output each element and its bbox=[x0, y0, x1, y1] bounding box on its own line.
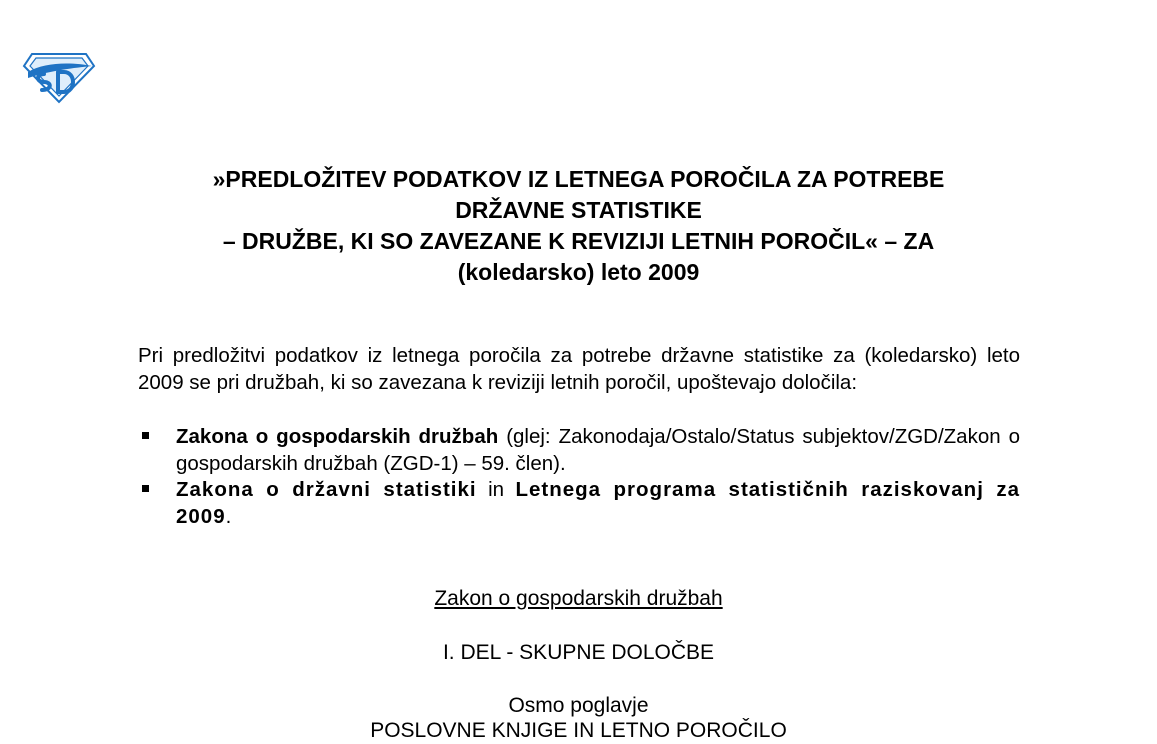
law-name-bold: Zakona o gospodarskih družbah bbox=[176, 425, 499, 448]
law-reference-text: (glej: Zakonodaja/Ostalo/Status subjektov/ZGD/Zakon o gospodarskih družbah (ZGD-1) – 59. člen). bbox=[176, 425, 1020, 475]
square-bullet-icon bbox=[142, 432, 149, 439]
list-item bbox=[138, 424, 1020, 477]
intro-paragraph: Pri predložitvi podatkov iz letnega poročila za potrebe državne statistike za (koledarsko) leto 2009 se pri družbah, ki so zavezana k reviziji letnih poročil, upoštevajo določila: bbox=[138, 344, 1020, 394]
law-name-bold: Zakona o državni statistiki bbox=[176, 478, 477, 501]
square-bullet-icon bbox=[142, 485, 149, 492]
chapter-heading: Osmo poglavje bbox=[508, 694, 649, 717]
title-line-1: »PREDLOŽITEV PODATKOV IZ LETNEGA POROČILA ZA POTREBE bbox=[212, 166, 945, 192]
company-logo bbox=[22, 52, 96, 104]
program-name-bold: Letnega programa statističnih raziskovanj za 2009 bbox=[176, 478, 1020, 528]
intro-section bbox=[138, 343, 1020, 396]
title-line-3: – DRUŽBE, KI SO ZAVEZANE K REVIZIJI LETNIH POROČIL« – ZA bbox=[222, 228, 935, 254]
law-heading: Zakon o gospodarskih družbah bbox=[434, 587, 723, 610]
title-line-2: DRŽAVNE STATISTIKE bbox=[455, 197, 702, 223]
part-heading: I. DEL - SKUPNE DOLOČBE bbox=[442, 641, 715, 664]
document-title bbox=[100, 164, 1057, 288]
shield-logo-icon bbox=[22, 52, 96, 104]
chapter-title: POSLOVNE KNJIGE IN LETNO POROČILO bbox=[370, 719, 787, 742]
list-item bbox=[138, 477, 1020, 530]
connector-text: in bbox=[476, 478, 516, 501]
regulation-list bbox=[138, 424, 1020, 530]
end-punctuation: . bbox=[225, 504, 232, 528]
title-line-4: (koledarsko) leto 2009 bbox=[457, 259, 700, 285]
